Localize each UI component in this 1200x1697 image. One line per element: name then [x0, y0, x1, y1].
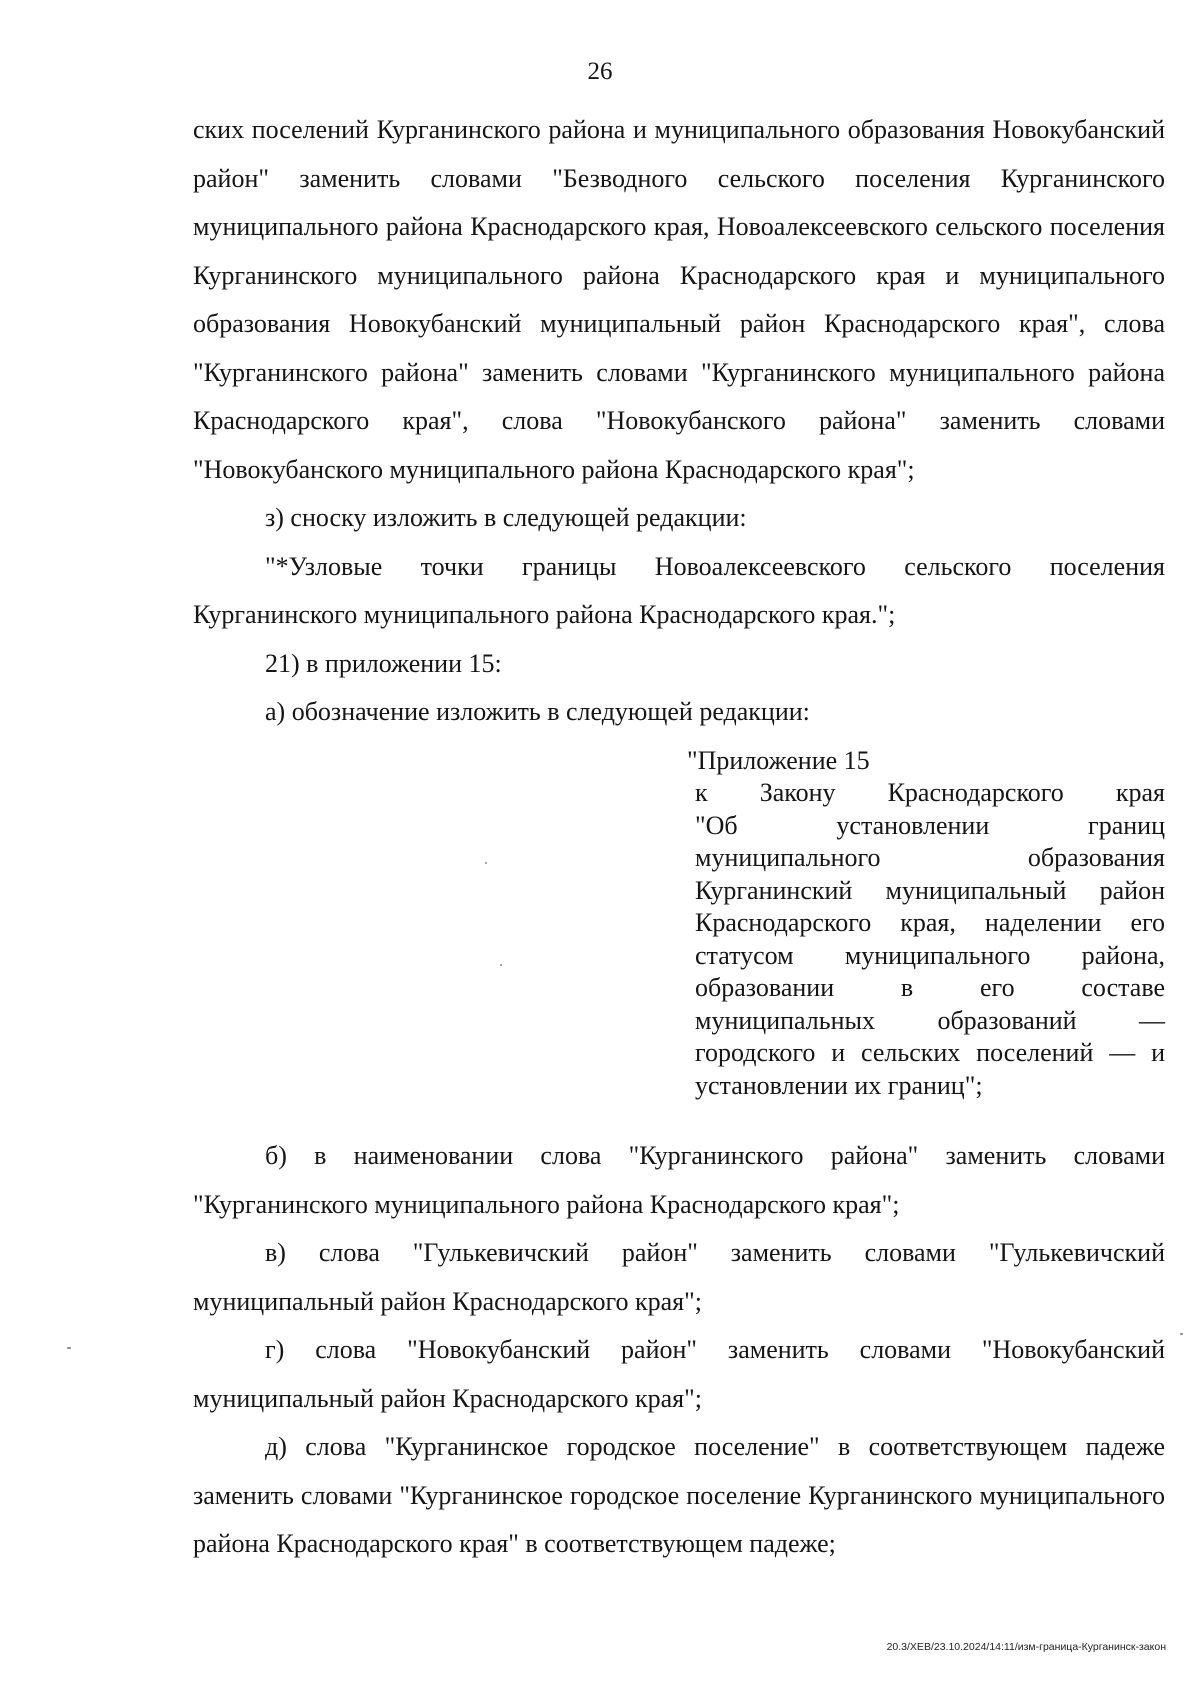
appendix-word: к: [695, 778, 708, 807]
scan-speck: [1180, 1333, 1183, 1335]
scan-speck: [500, 964, 502, 966]
paragraph-v-gulkevichi: в) слова "Гулькевичский район" заменить словами "Гулькевичский муниципальный район Краснодарского края";: [193, 1238, 1165, 1316]
page-number: 26: [587, 58, 613, 85]
scan-speck: [485, 862, 487, 864]
appendix-designation-block: [687, 745, 1165, 1103]
appendix-word: Закону: [759, 778, 836, 807]
paragraph-continuation: ских поселений Курганинского района и муниципального образования Новокубанский район" заменить словами "Безводного сельского поселения Курганинского муниципального района Краснодарского края, Новоалексеевского сельского поселения Курганинского муниципального района Краснодарского края и муниципального образования Новокубанский муниципальный район Краснодарского края", слова "Курганинского района" заменить словами "Курганинского муниципального района Краснодарского края", слова "Новокубанского района" заменить словами "Новокубанского муниципального района Краснодарского края";: [193, 115, 1165, 484]
scan-speck: [67, 1347, 71, 1349]
paragraph-item-21: 21) в приложении 15:: [265, 648, 502, 678]
paragraph-a-designation: а) обозначение изложить в следующей редакции:: [265, 697, 810, 726]
document-body: [193, 106, 1165, 1569]
document-footer-code: 20.3/ХЕВ/23.10.2024/14:11/изм-граница-Курганинск-закон: [886, 1641, 1166, 1653]
paragraph-z-footnote: з) сноску изложить в следующей редакции:: [265, 503, 747, 532]
paragraph-g-novokubansk: г) слова "Новокубанский район" заменить словами "Новокубанский муниципальный район Краснодарского края";: [193, 1335, 1165, 1413]
appendix-word: края: [1115, 778, 1165, 807]
appendix-word: Краснодарского: [887, 778, 1064, 807]
appendix-caption: "Приложение 15: [687, 745, 870, 775]
appendix-law-title: "Об установлении границ муниципального образования Курганинский муниципальный район Краснодарского края, наделении его статусом муниципального района, образовании в его составе муниципальных образований — городского и сельских поселений — и установлении их границ";: [695, 810, 1165, 1100]
paragraph-d-kurganinsk: д) слова "Курганинское городское поселение" в соответствующем падеже заменить словами "Курганинское городское поселение Курганинского муниципального района Краснодарского края" в соответствующем падеже;: [193, 1432, 1165, 1558]
paragraph-footnote-text: "*Узловые точки границы Новоалексеевского сельского поселения Курганинского муниципального района Краснодарского края.";: [193, 551, 1165, 629]
appendix-law-line: [695, 777, 1165, 810]
paragraph-b-name: б) в наименовании слова "Курганинского района" заменить словами "Курганинского муниципального района Краснодарского края";: [193, 1141, 1165, 1219]
